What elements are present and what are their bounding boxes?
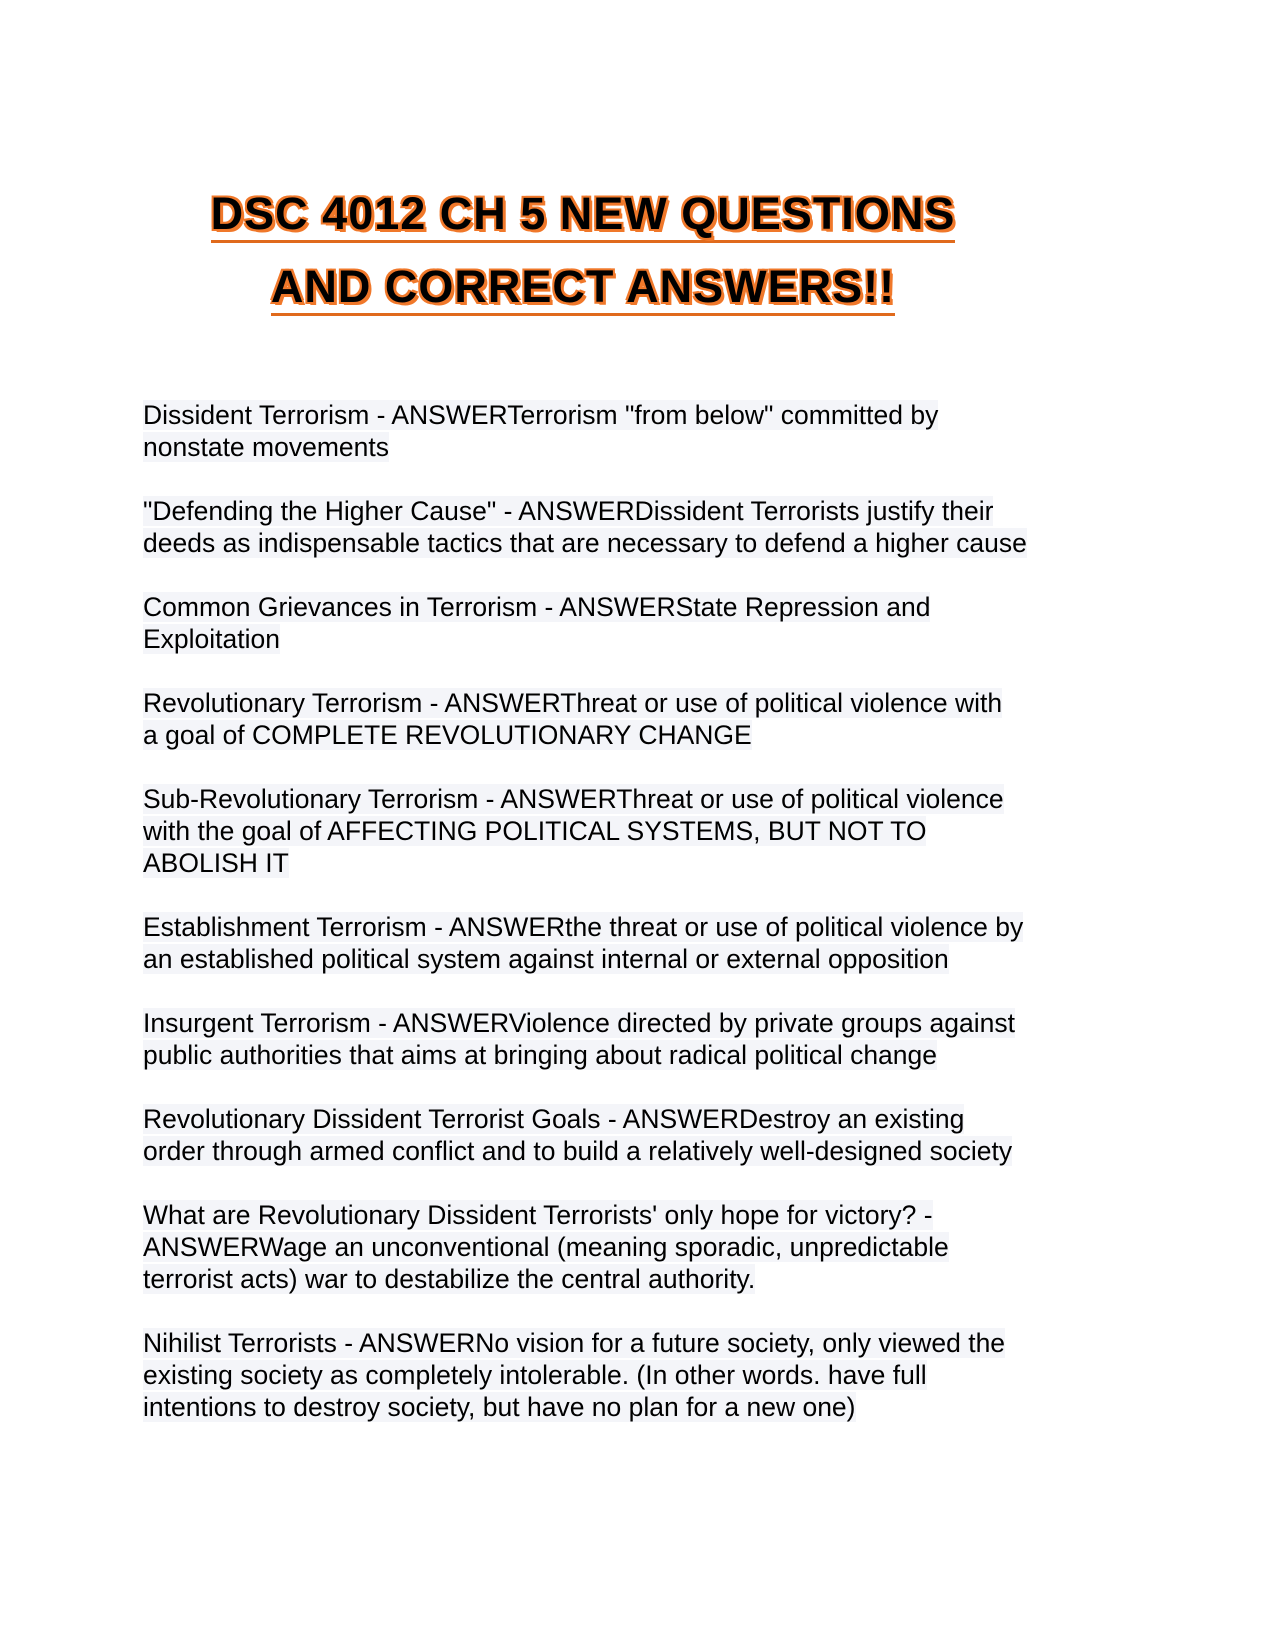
qa-line-text: Common Grievances in Terrorism - ANSWERState Repression and: [143, 592, 931, 622]
qa-line-text: ABOLISH IT: [143, 848, 289, 878]
qa-entry: [143, 1327, 1143, 1423]
qa-line-text: nonstate movements: [143, 432, 389, 462]
qa-entry: [143, 687, 1143, 751]
qa-line-text: Revolutionary Dissident Terrorist Goals - ANSWERDestroy an existing: [143, 1104, 965, 1134]
qa-line-text: Sub-Revolutionary Terrorism - ANSWERThreat or use of political violence: [143, 784, 1004, 814]
qa-line-text: order through armed conflict and to build a relatively well-designed society: [143, 1136, 1013, 1166]
qa-line: [143, 1263, 1143, 1295]
qa-line: [143, 1007, 1143, 1039]
qa-line: [143, 783, 1143, 815]
qa-line: [143, 719, 1143, 751]
qa-line-text: Insurgent Terrorism - ANSWERViolence directed by private groups against: [143, 1008, 1015, 1038]
qa-line-text: Dissident Terrorism - ANSWERTerrorism "from below" committed by: [143, 400, 939, 430]
qa-line: [143, 911, 1143, 943]
qa-line-text: Establishment Terrorism - ANSWERthe threat or use of political violence by: [143, 912, 1024, 942]
qa-entry: [143, 783, 1143, 879]
qa-line: [143, 1231, 1143, 1263]
qa-line: [143, 1199, 1143, 1231]
qa-line: [143, 1391, 1143, 1423]
qa-line: [143, 591, 1143, 623]
qa-line: [143, 1359, 1143, 1391]
qa-line: [143, 495, 1143, 527]
qa-line-text: with the goal of AFFECTING POLITICAL SYSTEMS, BUT NOT TO: [143, 816, 927, 846]
qa-line: [143, 1135, 1143, 1167]
qa-entry: [143, 911, 1143, 975]
qa-entry: [143, 591, 1143, 655]
title-line-2: AND CORRECT ANSWERS!!: [271, 261, 895, 316]
qa-line-text: public authorities that aims at bringing about radical political change: [143, 1040, 938, 1070]
qa-line: [143, 399, 1143, 431]
qa-line-text: intentions to destroy society, but have no plan for a new one): [143, 1392, 856, 1422]
qa-line: [143, 687, 1143, 719]
qa-list: [143, 399, 1143, 1455]
title-line-1: DSC 4012 CH 5 NEW QUESTIONS: [211, 188, 956, 243]
qa-line: [143, 1327, 1143, 1359]
qa-entry: [143, 1007, 1143, 1071]
qa-line: [143, 1103, 1143, 1135]
qa-line-text: existing society as completely intolerable. (In other words. have full: [143, 1360, 927, 1390]
qa-line: [143, 943, 1143, 975]
qa-line: [143, 847, 1143, 879]
qa-line: [143, 623, 1143, 655]
document-title: [0, 182, 1166, 328]
qa-line-text: Revolutionary Terrorism - ANSWERThreat or use of political violence with: [143, 688, 1003, 718]
qa-entry: [143, 1103, 1143, 1167]
qa-line-text: What are Revolutionary Dissident Terrorists' only hope for victory? -: [143, 1200, 933, 1230]
qa-line-text: "Defending the Higher Cause" - ANSWERDissident Terrorists justify their: [143, 496, 994, 526]
qa-line-text: ANSWERWage an unconventional (meaning sporadic, unpredictable: [143, 1232, 949, 1262]
qa-entry: [143, 1199, 1143, 1295]
qa-line: [143, 527, 1143, 559]
qa-line-text: a goal of COMPLETE REVOLUTIONARY CHANGE: [143, 720, 752, 750]
qa-line-text: deeds as indispensable tactics that are necessary to defend a higher cause: [143, 528, 1027, 558]
qa-line: [143, 815, 1143, 847]
qa-line: [143, 431, 1143, 463]
qa-line-text: terrorist acts) war to destabilize the central authority.: [143, 1264, 756, 1294]
qa-line-text: an established political system against internal or external opposition: [143, 944, 949, 974]
qa-line-text: Exploitation: [143, 624, 281, 654]
qa-entry: [143, 495, 1143, 559]
qa-line-text: Nihilist Terrorists - ANSWERNo vision for a future society, only viewed the: [143, 1328, 1006, 1358]
qa-entry: [143, 399, 1143, 463]
qa-line: [143, 1039, 1143, 1071]
